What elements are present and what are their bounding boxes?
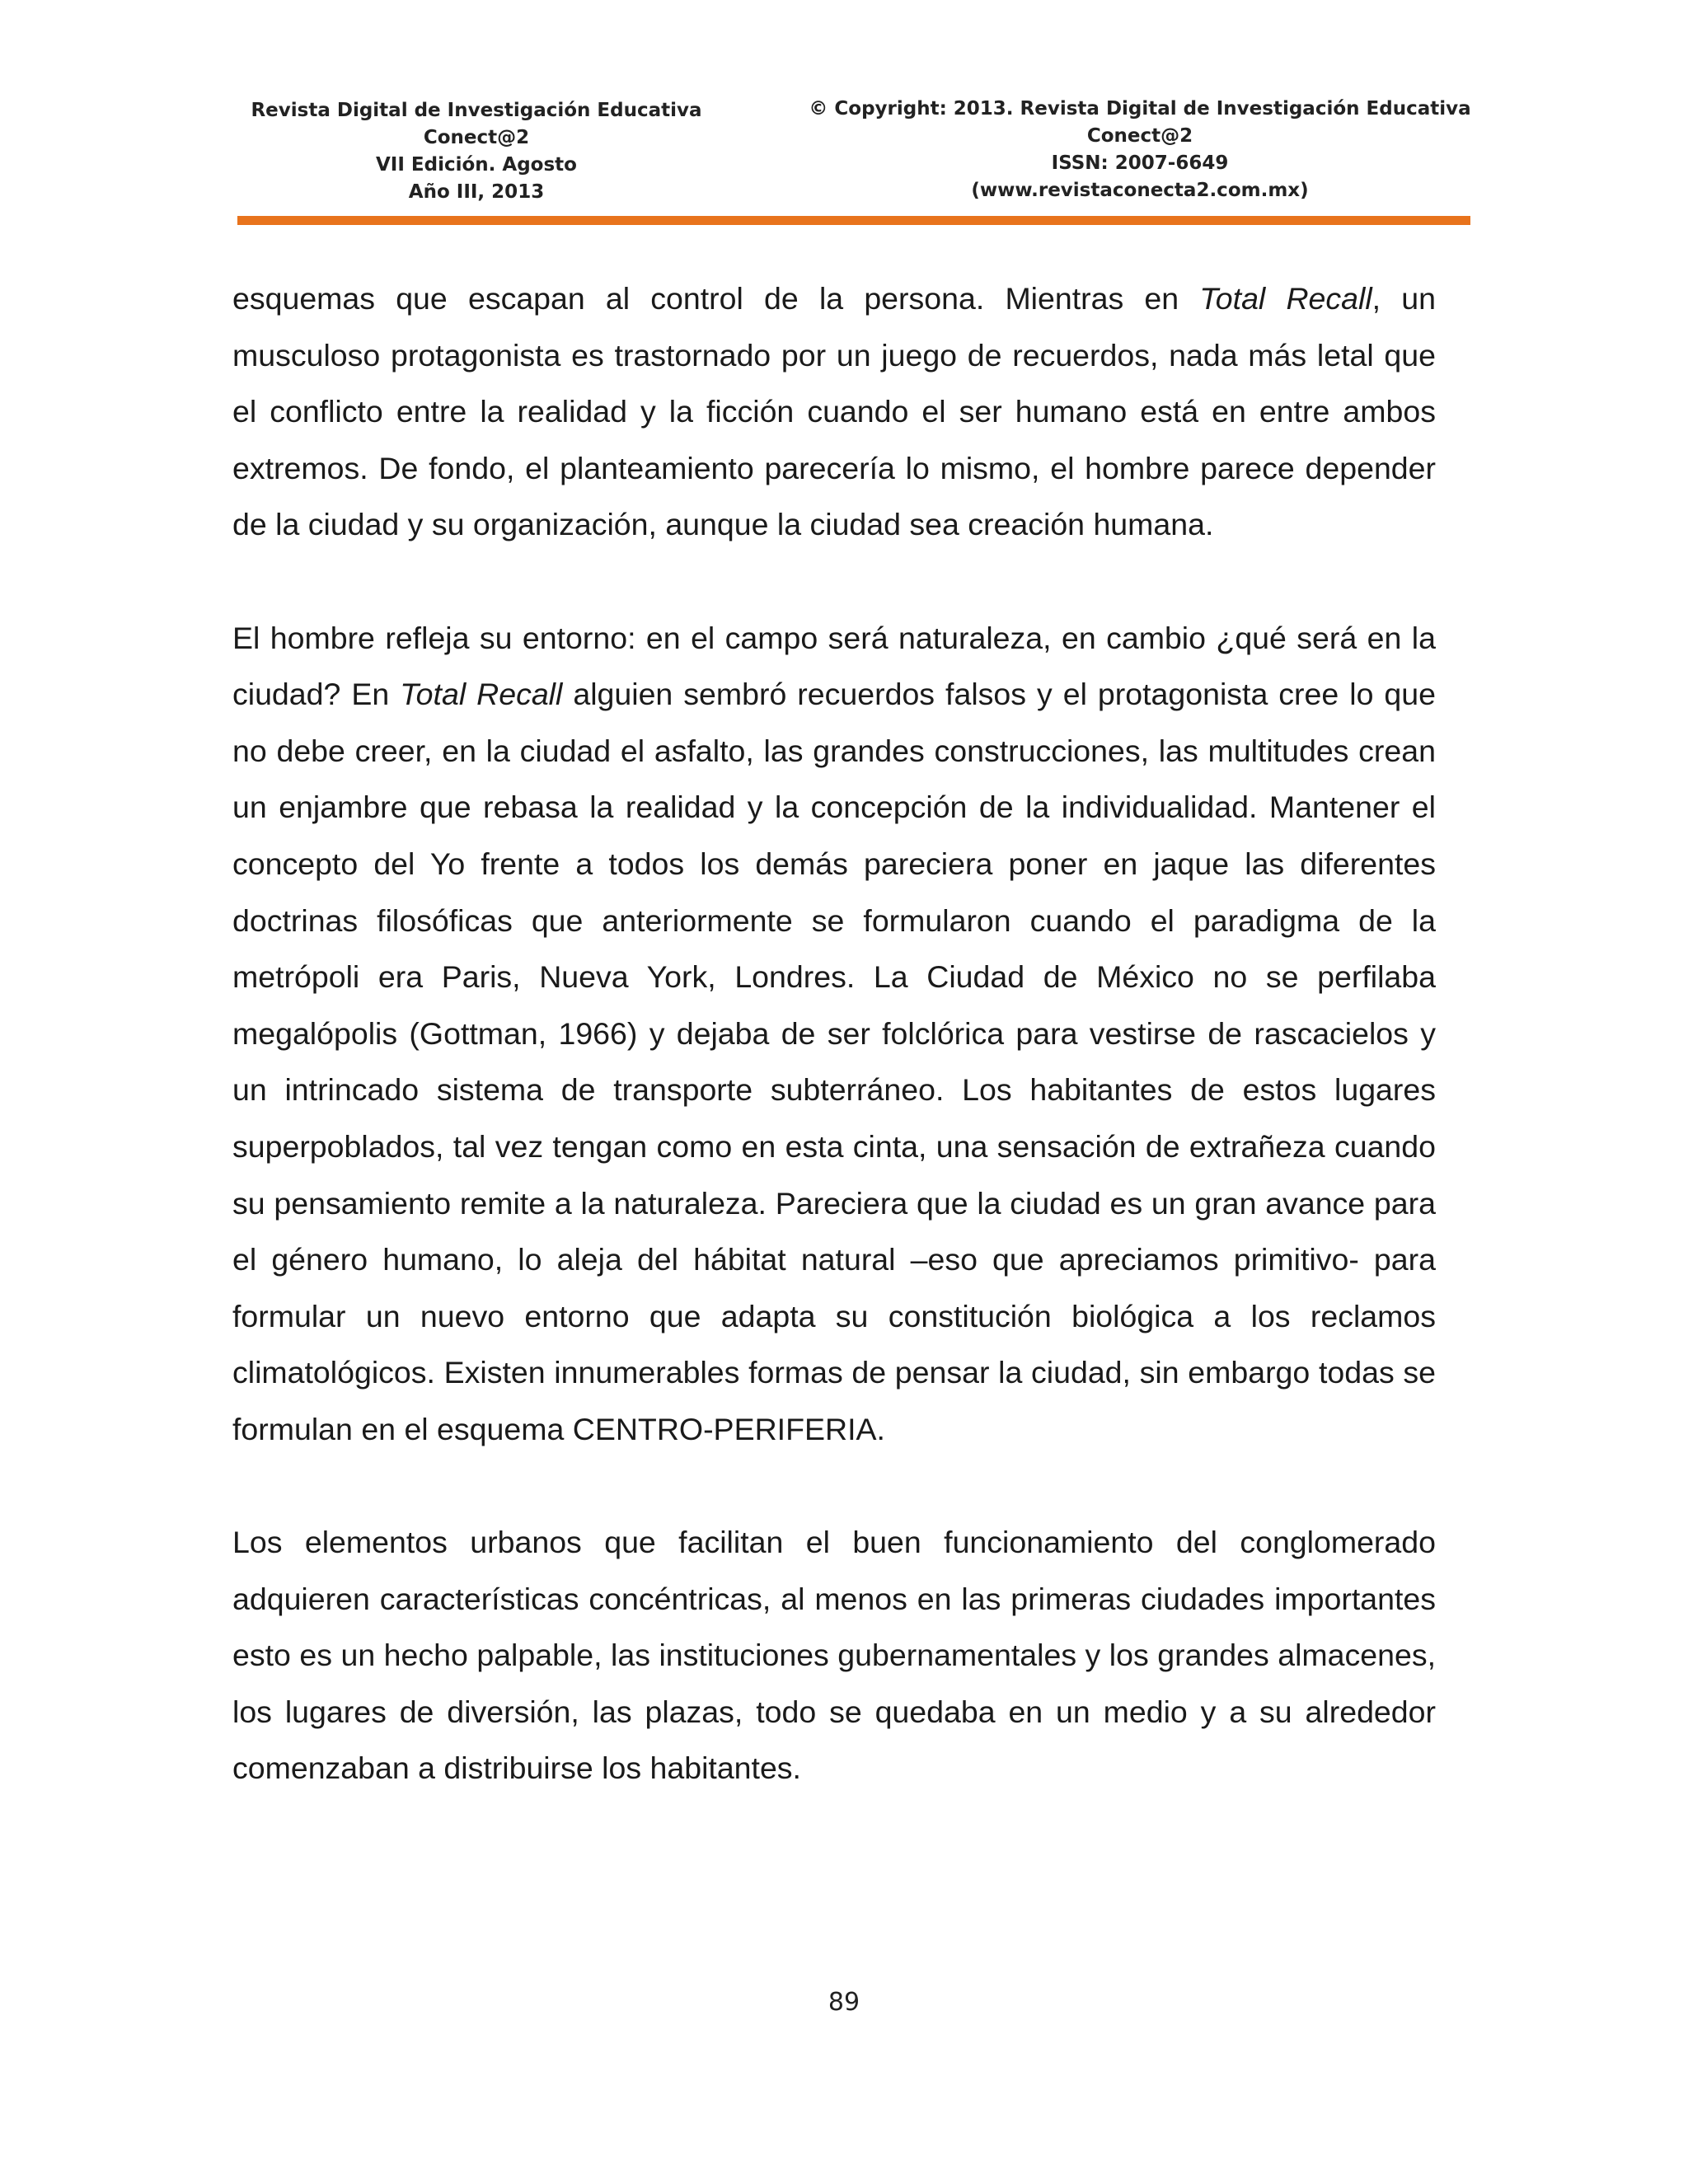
paragraph-2-text-a: El hombre refleja su entorno: en el campo será naturaleza, en cambio ¿qué será en la ciudad? En xyxy=(232,620,1436,712)
journal-info xyxy=(237,97,715,206)
journal-name: Conect@2 xyxy=(423,127,530,148)
article-body xyxy=(232,270,1436,1797)
film-title: Total Recall xyxy=(400,677,563,712)
issn: ISSN: 2007-6649 xyxy=(1051,152,1229,174)
paragraph-1-text-a: esquemas que escapan al control de la persona. Mientras en xyxy=(232,281,1200,316)
paragraph-2-text-b: alguien sembró recuerdos falsos y el protagonista cree lo que no debe creer, en la ciudad el asfalto, las grandes construcciones, las multitudes crean un enjambre que rebasa la realidad y la concepción de la individualidad. Mantener el concepto del Yo frente a todos los demás pareciera poner en jaque las diferentes doctrinas filosóficas que anteriormente se formularon cuando el paradigma de la metrópoli era Paris, Nueva York, Londres. La Ciudad de México no se perfilaba megalópolis (Gottman, 1966) y dejaba de ser folclórica para vestirse de rascacielos y un intrincado sistema de transporte subterráneo. Los habitantes de estos lugares superpoblados, tal vez tengan como en esta cinta, una sensación de extrañeza cuando su pensamiento remite a la naturaleza. Pareciera que la ciudad es un gran avance para el género humano, lo aleja del hábitat natural –eso que apreciamos primitivo- para formular un nuevo entorno que adapta su constitución biológica a los reclamos climatológicos. Existen innumerables formas de pensar la ciudad, sin embargo todas se formulan en el esquema CENTRO-PERIFERIA. xyxy=(232,677,1436,1446)
page-header xyxy=(237,92,1470,208)
film-title: Total Recall xyxy=(1199,281,1372,316)
page-number: 89 xyxy=(828,1988,860,2017)
paragraph-3: Los elementos urbanos que facilitan el buen funcionamiento del conglomerado adquieren características concéntricas, al menos en las primeras ciudades importantes esto es un hecho palpable, las instituciones gubernamentales y los grandes almacenes, los lugares de diversión, las plazas, todo se quedaba en un medio y a su alrededor comenzaban a distribuirse los habitantes. xyxy=(232,1525,1436,1786)
journal-edition: VII Edición. Agosto xyxy=(376,154,577,176)
header-divider xyxy=(237,216,1470,225)
copyright-info xyxy=(806,96,1474,204)
journal-year: Año III, 2013 xyxy=(408,181,545,203)
paragraph-1 xyxy=(232,270,1436,553)
journal-title: Revista Digital de Investigación Educativa xyxy=(251,100,702,121)
website: (www.revistaconecta2.com.mx) xyxy=(971,180,1309,201)
paragraph-2 xyxy=(232,610,1436,1458)
copyright-journal-name: Conect@2 xyxy=(1086,125,1193,147)
paragraph-1-text-b: , un musculoso protagonista es trastornado por un juego de recuerdos, nada más letal que el conflicto entre la realidad y la ficción cuando el ser humano está en entre ambos extremos. De fondo, el planteamiento parecería lo mismo, el hombre parece depender de la ciudad y su organización, aunque la ciudad sea creación humana. xyxy=(232,281,1436,542)
copyright-line: © Copyright: 2013. Revista Digital de Investigación Educativa xyxy=(809,98,1471,120)
